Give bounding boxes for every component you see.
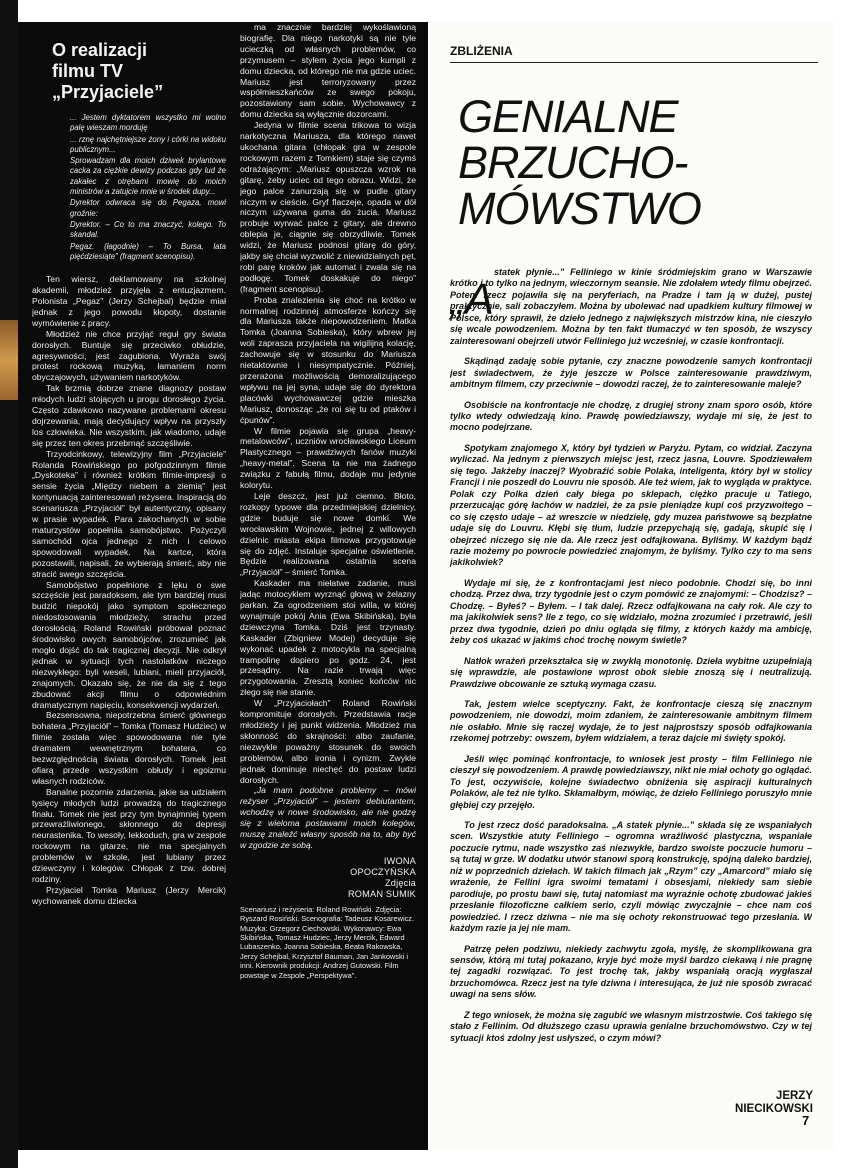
headline-line: BRZUCHO- [458, 137, 688, 188]
author-last-name: OPOCZYŃSKA [350, 867, 416, 878]
review-author-first: JERZY [775, 1090, 813, 1102]
paragraph: Leje deszcz, jest już ciemno. Błoto, rozkopy typowe dla przedmiejskiej dzielnicy, gdzie buduje się nowe domki. We wrocławskim Wojnowie, jednej z willowych dzielnic miasta ekipa filmowa przygotowuje się do zdjęć. Instaluje specjalne oświetlenie. Będzie realizowana ostatnia scena „Przyjaciół” – śmierć Tomka. [240, 490, 416, 578]
motto-line: Dyrektor. – Co to ma znaczyć, kolego. To skandal. [70, 219, 226, 240]
paragraph: Jeśli więc pominąć konfrontacje, to wniosek jest prosty – film Felliniego nie cieszył się powodzeniem. A prawdę powiedziawszy, nikt nie miał ochoty go oglądać. To jest, oczywiście, kolejne świadectwo obniżenia się aspiracji kulturalnych Polaków, ale też nie tylko. Skłamałbym, mówiąc, że dzieło Felliniego poruszyło mnie głębiej czy przejęło. [450, 753, 812, 810]
headline-line: GENIALNE [458, 91, 678, 142]
paragraph: Z tego wniosek, że można się zagubić we własnym mistrzostwie. Coś takiego się stało z Fellinim. Od dłuższego czasu uprawia genialne brzuchomówstwo. Czy w tej sytuacji ktoś zdolny jest usłyszeć, o czym mówi? [450, 1009, 812, 1043]
paragraph: Spotykam znajomego X, który był tydzień w Paryżu. Pytam, co widział. Zaczyna wyliczać. Na jednym z pierwszych miejsc jest, rzecz jasna, Louvre. Spodziewałem się tego. Jakżeby inaczej? Wyobraźić sobie Polaka, inteligenta, który był w stolicy Francji i nie poszedł do Louvru nie sposób. Ale też wiem, jak to wygląda w praktyce. Polak czy Polka dzień cały biega po sklepach, ciężko pracuje u Tatiego, przerzucając górę łachów w nadziei, że za psie pieniądze kupi coś przyzwoitego – co się często udaje – aż wreszcie w niedzielę, gdy muzea państwowe są bezpłatne udaje się do Louvru. Kłębi się tłum, ludzie przepychają się, gadają, skupić się i obejrzeć niczego się nie da. Ale rzecz jest odfajkowana. Byliśmy. W każdym bądź razie możemy po powrocie powiedzieć znajomym, że byliśmy. Tylko czy to ma sens jakikolwiek? [450, 442, 812, 568]
paragraph: Proba znalezienia się choć na krótko w normalnej rodzinnej atmosferze kończy się dla Mariusza także niepowodzeniem. Matka Tomka (Joanna Sobieska), który wbrew jej woli zaprasza przyjaciela na wigilijną kolację, zachowuje się w stosunku do Mariusza nietaktownie i niesympatycznie. Później, przerażona możliwością demoralizującego wpływu na jej syna, udaje się do dyrektora placówki wychowawczej gdzie mieszka Mariusz, donosząc „że roi się tu od ptaków i ćpunów”. [240, 294, 416, 425]
photos-label: Zdjęcia [384, 878, 416, 889]
paragraph: Skądinąd zadaję sobie pytanie, czy znaczne powodzenie samych konfrontacji jest świadectwem, że żyje jeszcze w Polsce zainteresowanie prawdziwym, ambitnym filmem, czy przeciwnie – dowodzi raczej, że to zainteresowanie maleje? [450, 356, 812, 390]
paragraph: W „Przyjaciołach” Roland Rowiński kompromituje dorosłych. Przedstawia racje młodzieży i jej punkt widzenia. Młodzież ma skłonność do skrajności: albo zaufanie, niezwykle poważny stosunek do swoich problemów, albo ironia i cynizm. Zwykle jednak dominuje niechęć do postaw ludzi dorosłych. [240, 698, 416, 785]
motto-line: Pegaz. (łagodnie) – To Bursa, lata pięćdziesiąte” (fragment scenopisu). [70, 241, 226, 261]
paragraph: Przyjaciel Tomka Mariusz (Jerzy Mercik) wychowanek domu dziecka [32, 884, 226, 906]
paragraph: Wydaje mi się, że z konfrontacjami jest nieco podobnie. Chodzi się, bo inni chodzą. Przez dwa, trzy tygodnie jest o czym pomówić ze znajomymi: – Chodzisz? – Chodzę. – Byłeś? – Byłem. – I tak dalej. Rzecz odfajkowana na cały rok. Ale czy to ma jakikolwiek sens? Ile z tego, co się widziało, można zrozumieć i przetrawić, jeśli przez dwa tygodnie, dzień po dniu ogląda się filmy, z których każdy ma ambicję, żeby coś ukazać w jakimś choć trochę nowym świetle? [450, 577, 812, 646]
paragraph: „Ja mam podobne problemy – mówi reżyser „Przyjaciół” – jestem debiutantem, wchodzę w nowe środowisko, ale nie godzę się z wieloma postawami moich kolegów, muszę znaleźć własny sposób na to, aby być w zgodzie ze sobą. [240, 785, 416, 850]
motto-line: ... Jestem dyktatorem wszystko mi wolno palę wieszam morduję [70, 113, 226, 133]
motto-line: ... rznę najchętniejsze żony i córki na widoku publicznym... [70, 134, 226, 154]
article-credit [240, 856, 416, 901]
left-article [18, 22, 428, 1150]
column-1-body [32, 274, 226, 907]
page-spine [0, 0, 18, 1168]
author-first-name: IWONA [383, 855, 416, 866]
paragraph: W filmie pojawia się grupa „heavy-metalowców”, uczniów wrocławskiego Liceum Plastycznego – prawdziwych fanów muzyki „heavy-metal”. Scena ta nie ma żadnego związku z fabułą filmu, dodaje mu jedynie kolorytu. [240, 425, 416, 491]
paragraph: Patrzę pełen podziwu, niekiedy zachwytu zgoła, myślę, że skomplikowana gra sensów, którą mi tutaj pokazano, kryje być może myśl bardzo ciekawą i nie pragnę tej zagadki rozwiązać. To jest trochę tak, jakby wspaniałą oracją wygłaszał brzuchomówca. Rzecz jest na tyle dziwna i interesująca, że już nie sposób zwracać uwagi na sens słów. [450, 943, 812, 1000]
headline-line: MÓWSTWO [458, 183, 701, 234]
motto-quote [70, 113, 226, 262]
left-column-1 [32, 22, 226, 907]
paragraph: Samobójstwo popełnione z lęku o swe szczęście jest paradoksem, ale tym bardziej musi budzić niepokój jako symptom społecznego niedostosowania młodzieży, strachu przed dorosłością. Roland Rowiński próbował poznać środowisko owych samobójców, zrozumieć jak mogło dojść do tak tragicznej decyzji. Nie odkrył jednak w sytuacji tych nastolatków niczego niezwykłego: byli weseli, lubiani, mieli przyjaciół, znajomych. Okazało się, że nie da się z tego zbudować akcji filmu o odpowiednim dramatycznym napięciu, konsekwencji wydarzeń. [32, 579, 226, 710]
motto-line: Sprowadzam dla moich dziwek brylantowe cacka za ciężkie dewizy podczas gdy lud że zakałec z otrębami mowię do moich ministrów a zatujcie mnie w środek dupy... [70, 156, 226, 197]
paragraph: Osobiście na konfrontacje nie chodzę, z drugiej strony znam sporo osób, które tylko wtedy odwiedzają kino. Prawdę powiedziawszy, wydaje mi się, że jest to mocno podejrzane. [450, 399, 812, 433]
column-2-body [240, 22, 416, 851]
review-author-last: NIECIKOWSKI [735, 1103, 813, 1115]
section-rule [450, 62, 818, 63]
review-body [450, 267, 812, 1053]
article-title: O realizacji filmu TV „Przyjaciele” [52, 40, 164, 102]
paragraph: ma znacznie bardziej wykoślawioną biografię. Dla niego narkotyki są nie tyle ucieczką od własnych problemów, co przymusem – stylem życia jego kumpli z domu dziecka, od którego nie ma gdzie uciec. Mariusz jest terroryzowany przez współmieszkańców ze swego pokoju, pozostawiony sam sobie. Wychowawcy z domu dziecka są wyłącznie dozorcami. [240, 22, 416, 120]
drop-cap: „A [450, 275, 494, 324]
headline [458, 91, 701, 234]
left-column-2 [240, 22, 416, 980]
paragraph: Młodzież nie chce przyjąć reguł gry świata dorosłych. Buntuje się przeciwko obłudzie, agresywności, jest zagubiona. Wyraża swój protest rockową muzyką, łamaniem norm obyczajowych, używaniem narkotyków. [32, 328, 226, 383]
paragraph: Tak, jestem wielce sceptyczny. Fakt, że konfrontacje cieszą się znacznym powodzeniem, nie dowodzi, moim zdaniem, że zainteresowanie ambitnym filmem nie osłabło. Mnie się raczej wydaje, że to jest najprostszy sposób odfajkowania rzekomej potrzeby: owszem, byłem widziałem, a teraz dajcie mi święty spokój. [450, 698, 812, 744]
paragraph: Ten wiersz, deklamowany na szkolnej akademii, młodzież przyjęła z entuzjazmem. Polonista „Pegaz” (Jerzy Schejbal) będzie miał jednak z jego powodu kłopoty, dostanie wymówienie z pracy. [32, 274, 226, 328]
photographer-name: ROMAN SUMIK [347, 889, 416, 900]
paragraph: To jest rzecz dość paradoksalna. „A statek płynie...” składa się ze wspaniałych scen. Wszystkie atuty Felliniego – ogromna wrażliwość plastyczna, wspaniałe poczucie rytmu, nade wszystko zaś niezwykłe, bardzo swoiste poczucie humoru – są tutaj w grze. W dodatku utwór stanowi sporą konstrukcję, spójną daleko bardziej, niż w poprzednich dziełach. W takich filmach jak „Rzym” czy „Amarcord” miało się wrażenie, że Fellini igra swoimi tematami i obsesjami, niekiedy sam siebie parodiuje, po prostu bawi się, tutaj natomiast ma wyraźnie ochotę zbudować jakieś przesłanie filozoficzne całkiem serio, czyli mówiąc zwyczajnie – chce nam coś powiedzieć. I rzecz dziwna – nie ma się ochoty rekonstruować tego przesłania. W każdym razie ja jej nie mam. [450, 820, 812, 934]
paragraph: Kaskader ma niełatwe zadanie, musi jadąc motocyklem wyrznąć głową w żelazny parkan. Za ogrodzeniem stoi willa, w której wynajmuje pokój Ania (Ewa Skibińska), była dziewczyna Tomka. Dziś jest trzynasty. Kaskader (Zbigniew Modej) decyduje się wykonać upadek z motocykla na specjalną trampolinę dopiero po godz. 24, jest przesądny. Na razie trwają więc przygotowania. Zresztą koniec końców nic złego się nie stanie. [240, 578, 416, 698]
paragraph: Trzyodcinkowy, telewizyjny film „Przyjaciele” Rolanda Rowińskiego po pofgodzinnym filmie „Dyskoteka” i również krótkim filmie-impresji o sensie życia „Między niebem a ziemią” jest kontynuacją zainteresowań reżysera. Inspiracją do scenariusza „Przyjaciół” był autentyczny, opisany w prasie wypadek. Para zakochanych w sobie maturzystów popełniła samobójstwo. Pożyczyli samochód ojca jednego z nich i celowo spowodowali wypadek. Na kartce, która pozostawili, napisali, że wybierają śmierć, aby nie stracić swego szczęścia. [32, 448, 226, 579]
paragraph: Bezsensowna, niepotrzebna śmierć głównego bohatera „Przyjaciół” – Tomka (Tomasz Hudziec) w filmie została więc spowodowana nie tyle dramatem wewnętrznym bohatera, co bezwzględnością świata dorosłych. Tomek jest ofiarą przede wszystkim obłudy i egoizmu własnych rodziców. [32, 710, 226, 786]
paragraph: statek płynie...” Felliniego w kinie śródmiejskim grano w Warszawie krótko i to tylko na jednym, wieczornym seansie. Nie zdołałem wtedy filmu obejrzeć. Potem rzecz pojawiła się na peryferiach, na Pradze i tam ją w dużej, pustej praktycznie, sali zobaczyłem. Można by ubolewać nad upadkiem kultury filmowej w Polsce, który sprawił, że dzieło jednego z największych mistrzów kina, nie cieszyło się wcale powodzeniem. Można by ten fakt tłumaczyć w ten sposób, że wszyscy zainteresowani obejrzeli utwór Felliniego już wcześniej, w czasie konfrontacji. [450, 267, 812, 346]
paragraph: Natłok wrażeń przekształca się w zwykłą monotonię. Dzieła wybitne uzupełniają się wprawdzie, ale postawione wprost obok siebie znoszą się i neutralizują. Prawdziwe obcowanie ze sztuką wymaga czasu. [450, 655, 812, 689]
paragraph: Banalne pozornie zdarzenia, jakie sa udziałem tysięcy młodych ludzi prowadzą do tragicznego finału. Tomek nie jest przy tym bynajmniej typem przewrażliwionego, skłonnego do depresji neurastenika. To wesoły, lekkoduch, gra w zespole rockowym na gitarze, nie ma specjalnych problemów w szkole, jest lubiany przez dziewczyny i kolegów. Chłopak z tzw. dobrej rodziny. [32, 786, 226, 884]
film-credits: Scenariusz i reżyseria: Roland Rowiński. Zdjęcia: Ryszard Rosiński. Scenografia: Tadeusz Kosarewicz. Muzyka: Grzegorz Ciechowski. Wykonawcy: Ewa Skibińska, Tomasz Hudziec, Jerzy Mercik, Edward Lubaszenko, Joanna Sobieska, Beata Rakowska, Jerzy Schejbal, Krzysztof Bauman, Jan Jankowski i inni. Kierownik produkcji: Andrzej Gutowski. Film powstaje w Zespole „Perspektywa”. [240, 904, 415, 980]
page-number: 7 [802, 1113, 810, 1128]
paragraph: Jedyna w filmie scena trikowa to wizja narkotyczna Mariusza, dla którego nawet ukochana gitara (chłopak gra w zespole rockowym razem z Tomkiem) staje się czymś odrażającym: „Mariusz opuszcza wzrok na gitarę, żeby uciec od tego obrazu. Widzi, że jego palce zanurzają się w pudle gitary niczym w cieście. Gryf flaczeje, opada w dół niczym używana guma do żucia. Mariusz probuje wyrwać palce z gitary, ale drewno oblepia je, ciągnie się obrzydliwie. Tomek widzi, że Mariusz podnosi gitarę do góry, jakby się chciał wyzwolić z niewidzialnych pęt, robi parę kroków jak automat i zwala się na podłogę. Tomek doskakuje do niego” (fragment scenopisu). [240, 120, 416, 294]
section-label: ZBLIŻENIA [450, 44, 513, 58]
right-article [430, 22, 835, 1150]
paragraph: Tak brzmią dobrze znane diagnozy postaw młodych ludzi stojących u progu dorosłego życia. Często zdawkowo nazywane problemami okresu dojrzewania, mają decydujący wpływ na przyszły los człowieka. Nie wszystkim, jak wiadomo, udaje się przez ten okres przebrnąć szczęśliwie. [32, 383, 226, 448]
motto-line: Dyrektor odwraca się do Pegaza, mowi groźnie: [70, 198, 226, 218]
page-edge-photo-strip [0, 320, 18, 400]
